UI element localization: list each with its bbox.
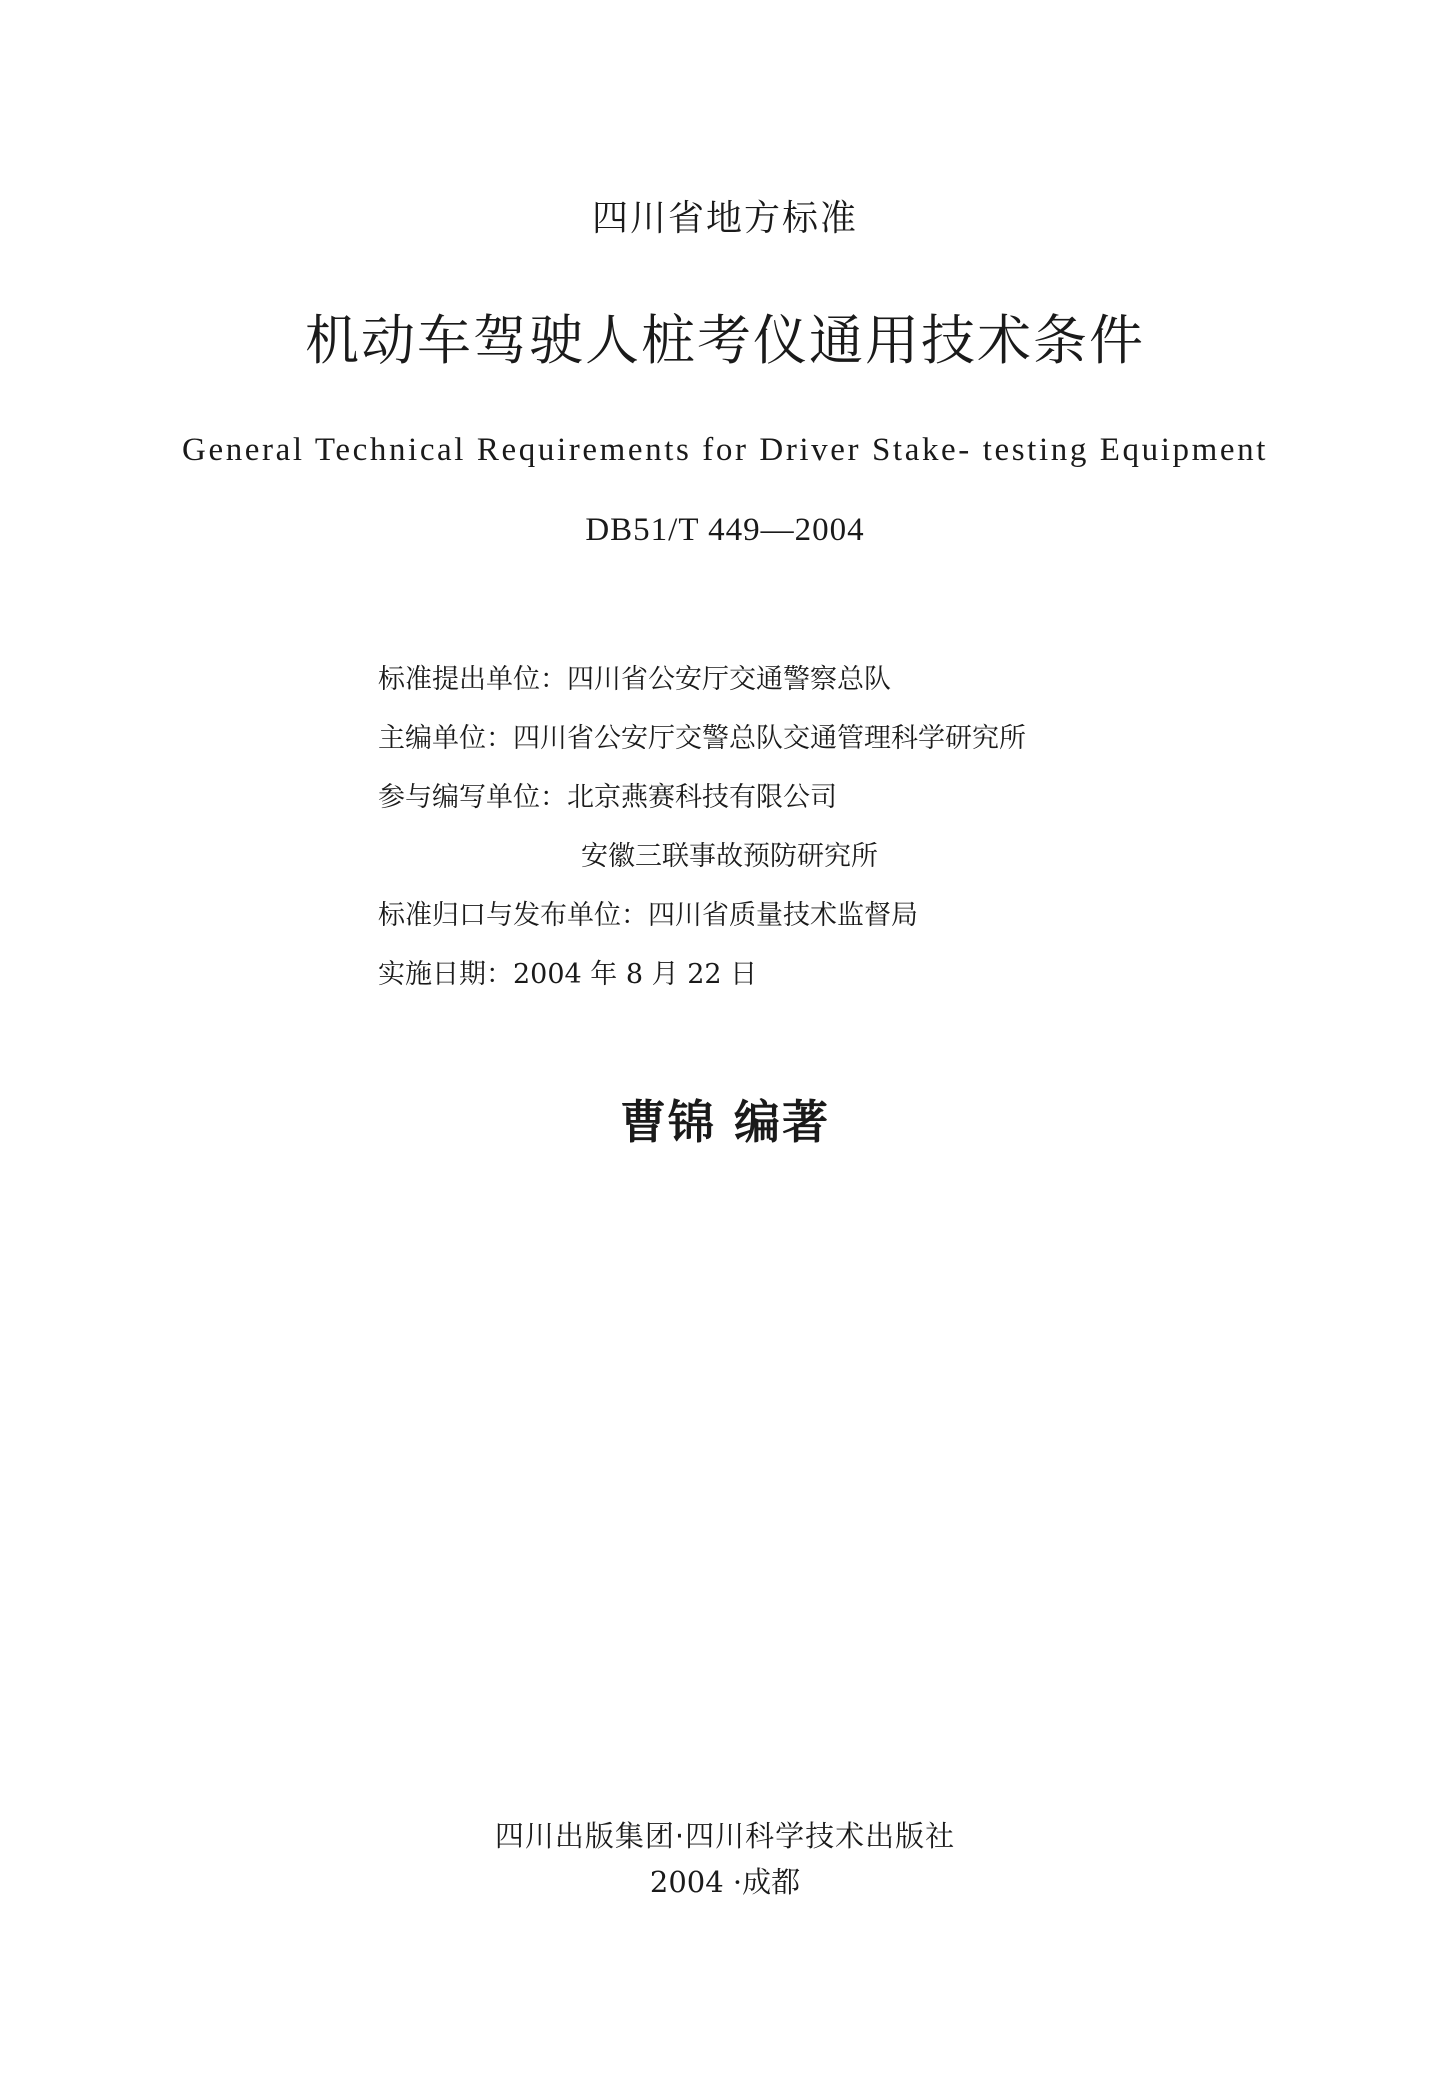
series-title: 四川省地方标准	[591, 198, 858, 239]
publisher: 四川出版集团·四川科学技术出版社	[494, 1819, 956, 1853]
english-title: General Technical Requirements for Driver Stake- testing Equipment	[182, 432, 1268, 468]
info-block	[378, 650, 1278, 1004]
standard-number: DB51/T 449—2004	[585, 512, 865, 548]
publisher-unit-line: 标准归口与发布单位：四川省质量技术监督局	[378, 900, 918, 931]
effective-date-line: 实施日期：2004 年 8 月 22 日	[378, 959, 758, 990]
main-title: 机动车驾驶人桩考仪通用技术条件	[305, 309, 1145, 372]
participants-second: 安徽三联事故预防研究所	[581, 841, 878, 872]
publication-year-city: 2004 ·成都	[649, 1865, 801, 1899]
author: 曹锦 编著	[619, 1095, 830, 1149]
participants-second-line	[378, 827, 1278, 886]
participants-line: 参与编写单位：北京燕赛科技有限公司	[378, 782, 837, 813]
proposer-line: 标准提出单位：四川省公安厅交通警察总队	[378, 664, 891, 695]
chief-editor-line: 主编单位：四川省公安厅交警总队交通管理科学研究所	[378, 723, 1026, 754]
